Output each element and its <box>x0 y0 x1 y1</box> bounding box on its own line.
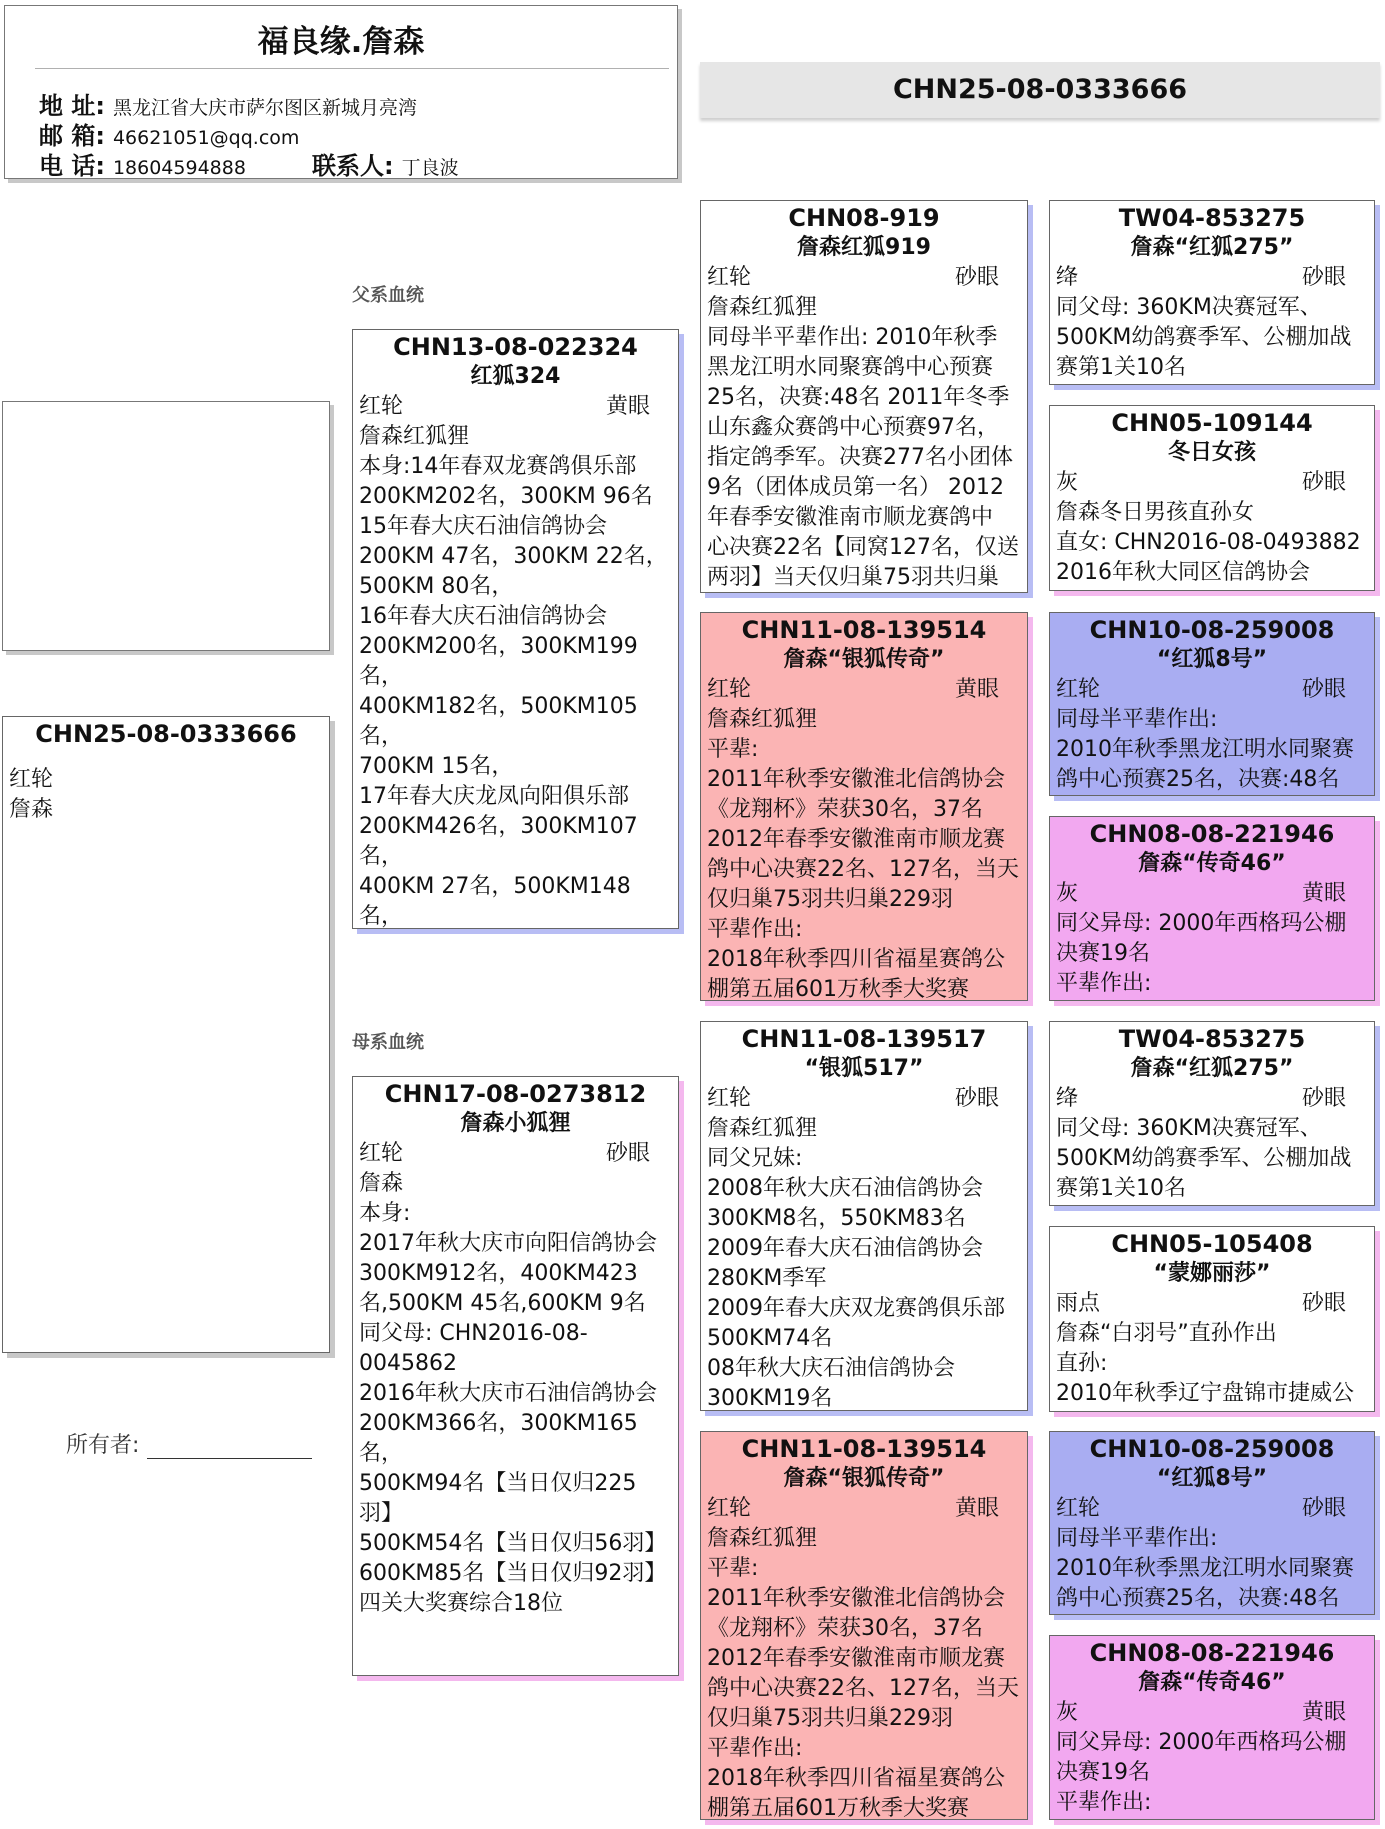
note-line: 同父异母: 2000年西格玛公棚 <box>1056 1730 1347 1755</box>
sire-line-label: 父系血统 <box>352 285 424 306</box>
note-line: 200KM202名，300KM 96名 <box>359 484 653 509</box>
bird-attributes <box>707 675 1021 705</box>
phone-label: 电 话: <box>39 152 105 180</box>
subject-color: 红轮 <box>9 767 54 792</box>
pedigree-card <box>1049 1635 1375 1820</box>
pedigree-card <box>1049 1226 1375 1412</box>
note-line: 詹森冬日男孩直孙女 <box>1056 500 1255 525</box>
bird-attributes <box>359 1139 672 1169</box>
note-line: 四关大奖赛综合18位 <box>359 1591 563 1616</box>
note-line: 2012年春季安徽淮南市顺龙赛 <box>707 1646 1005 1671</box>
bird-name: 詹森“传奇46” <box>1138 1670 1286 1695</box>
note-line: 15年春大庆石油信鸽协会 <box>359 514 607 539</box>
note-line: 心决赛22名【同窝127名，仅送 <box>707 535 1019 560</box>
feather-color: 红轮 <box>707 677 752 702</box>
note-line: 仅归巢75羽共归巢229羽 <box>707 1706 953 1731</box>
bird-attributes <box>1056 675 1368 705</box>
ring-number: CHN13-08-022324 <box>393 333 638 361</box>
pedigree-card <box>1049 1021 1375 1206</box>
bird-notes <box>707 1114 1021 1411</box>
loft-name: 福良缘.詹森 <box>257 24 425 60</box>
pedigree-card <box>700 200 1028 593</box>
note-line: 平辈: <box>707 1556 759 1581</box>
note-line: 詹森红狐狸 <box>707 295 818 320</box>
bird-attributes <box>1056 879 1368 909</box>
note-line: 700KM 15名， <box>359 754 514 779</box>
bird-attributes <box>1056 468 1368 498</box>
subject-strain: 詹森 <box>9 797 54 822</box>
note-line: 280KM季军 <box>707 1266 827 1291</box>
note-line: 2010年秋季辽宁盘锦市捷威公 <box>1056 1381 1354 1406</box>
note-line: 决赛19名 <box>1056 1760 1150 1785</box>
pedigree-card <box>1049 200 1375 385</box>
note-line: 《龙翔杯》荣获30名，37名 <box>707 797 983 822</box>
note-line: 同父母: CHN2016-08- <box>359 1321 588 1346</box>
phone-row <box>39 146 459 181</box>
bird-notes <box>359 422 672 929</box>
eye-type: 砂眼 <box>954 265 999 290</box>
feather-color: 绛 <box>1056 265 1079 290</box>
note-line: 200KM200名，300KM199名， <box>359 634 638 689</box>
bird-attributes <box>707 263 1021 293</box>
header-divider <box>35 68 669 69</box>
ring-number: CHN11-08-139514 <box>741 1435 987 1463</box>
note-line: 9名（团体成员第一名） 2012 <box>707 475 1004 500</box>
subject-ring: CHN25-08-0333666 <box>35 720 297 748</box>
note-line: 2011年秋季安徽淮北信鸽协会 <box>707 767 1005 792</box>
note-line: 平辈作出: <box>1056 971 1152 996</box>
feather-color: 灰 <box>1056 881 1079 906</box>
note-line: 2010年秋季黑龙江明水同聚赛 <box>1056 1556 1354 1581</box>
note-line: 300KM912名，400KM423 <box>359 1261 638 1286</box>
note-line: 平辈作出: <box>707 1736 803 1761</box>
bird-name: “蒙娜丽莎” <box>1153 1261 1271 1286</box>
bird-name: “红狐8号” <box>1156 647 1268 672</box>
note-line: 500KM幼鸽赛季军、公棚加战 <box>1056 1146 1352 1171</box>
note-line: 300KM8名，550KM83名 <box>707 1206 966 1231</box>
note-line: 赛第1关10名 <box>1056 1176 1186 1201</box>
pedigree-card <box>352 1076 679 1676</box>
bird-attributes <box>1056 263 1368 293</box>
bird-name: 詹森“银狐传奇” <box>783 1466 945 1491</box>
note-line: 500KM74名 <box>707 1326 833 1351</box>
feather-color: 雨点 <box>1056 1291 1101 1316</box>
note-line: 山东鑫众赛鸽中心预赛97名， <box>707 415 999 440</box>
ring-number: CHN17-08-0273812 <box>384 1080 647 1108</box>
bird-name: 詹森“红狐275” <box>1130 1056 1294 1081</box>
note-line: 2008年秋大庆石油信鸽协会 <box>707 1176 983 1201</box>
note-line: 同母半平辈作出: 2010年秋季 <box>707 325 998 350</box>
ring-number: CHN10-08-259008 <box>1089 616 1335 644</box>
note-line: 同父兄妹: <box>707 1146 803 1171</box>
dam-line-label: 母系血统 <box>352 1032 424 1053</box>
note-line: 两羽】当天仅归巢75羽共归巢 <box>707 565 999 590</box>
note-line: 同母半平辈作出: <box>1056 1526 1218 1551</box>
ring-number: CHN11-08-139517 <box>741 1025 987 1053</box>
note-line: 棚第五届601万秋季大奖赛 <box>707 1796 969 1820</box>
note-line: 黑龙江明水同聚赛鸽中心预赛 <box>707 355 994 380</box>
feather-color: 红轮 <box>359 1141 404 1166</box>
eye-type: 黄眼 <box>1301 881 1346 906</box>
address-value: 黑龙江省大庆市萨尔图区新城月亮湾 <box>112 97 417 119</box>
note-line: 16年春大庆石油信鸽协会 <box>359 604 607 629</box>
ring-number: CHN05-109144 <box>1111 409 1313 437</box>
bird-attributes <box>707 1084 1021 1114</box>
owner-label: 所有者: <box>66 1433 140 1458</box>
ring-number: TW04-853275 <box>1118 1025 1306 1053</box>
bird-attributes <box>359 392 672 422</box>
pedigree-card <box>700 612 1028 1001</box>
bird-name: 詹森“传奇46” <box>1138 851 1286 876</box>
note-line: 同父母: 360KM决赛冠军、 <box>1056 1116 1322 1141</box>
eye-type: 砂眼 <box>1301 1496 1346 1521</box>
photo-placeholder <box>2 401 330 651</box>
note-line: 2016年秋大庆市石油信鸽协会 <box>359 1381 657 1406</box>
subject-card <box>2 716 330 1353</box>
pedigree-card <box>1049 816 1375 1001</box>
feather-color: 红轮 <box>1056 1496 1101 1521</box>
bird-notes <box>707 293 1021 593</box>
note-line: 2011年秋季安徽淮北信鸽协会 <box>707 1586 1005 1611</box>
note-line: 400KM182名，500KM105名， <box>359 694 638 749</box>
note-line: 鸽中心预赛25名，决赛:48名 <box>1056 767 1340 792</box>
note-line: 直女: CHN2016-08-0493882 <box>1056 530 1361 555</box>
eye-type: 砂眼 <box>1301 1086 1346 1111</box>
bird-name: “银狐517” <box>804 1056 924 1081</box>
note-line: 500KM94名【当日仅归225 <box>359 1471 637 1496</box>
note-line: 同母半平辈作出: <box>1056 707 1218 732</box>
feather-color: 红轮 <box>1056 677 1101 702</box>
note-line: 2009年春大庆石油信鸽协会 <box>707 1236 983 1261</box>
pedigree-card <box>700 1021 1028 1411</box>
note-line: 500KM 80名， <box>359 574 514 599</box>
note-line: 2017年秋大庆市向阳信鸽协会 <box>359 1231 657 1256</box>
bird-notes <box>1056 909 1368 999</box>
pedigree-card <box>1049 612 1375 796</box>
pedigree-card <box>1049 405 1375 591</box>
pedigree-card <box>700 1431 1028 1820</box>
note-line: 羽】 <box>359 1501 404 1526</box>
owner-blank <box>147 1438 312 1459</box>
bird-name: 詹森红狐919 <box>797 235 931 260</box>
eye-type: 黄眼 <box>954 1496 999 1521</box>
ring-number: CHN11-08-139514 <box>741 616 987 644</box>
note-line: 棚第五届601万秋季大奖赛 <box>707 977 969 1001</box>
owner-line <box>66 1428 312 1459</box>
eye-type: 砂眼 <box>1301 1291 1346 1316</box>
bird-notes <box>1056 1114 1368 1204</box>
note-line: 2010年秋季黑龙江明水同聚赛 <box>1056 737 1354 762</box>
bird-attributes <box>1056 1084 1368 1114</box>
eye-type: 砂眼 <box>954 1086 999 1111</box>
bird-attributes <box>707 1494 1021 1524</box>
ring-banner: CHN25-08-0333666 <box>700 62 1380 118</box>
note-line: 年春季安徽淮南市顺龙赛鸽中 <box>707 505 994 530</box>
note-line: 200KM366名，300KM165名， <box>359 1411 638 1466</box>
contact-value: 丁良波 <box>401 157 459 179</box>
note-line: 赛第1关10名 <box>1056 355 1186 380</box>
eye-type: 黄眼 <box>1301 1700 1346 1725</box>
note-line: 鸽中心预赛25名，决赛:48名 <box>1056 1586 1340 1611</box>
eye-type: 砂眼 <box>1301 677 1346 702</box>
note-line: 鸽中心决赛22名、127名，当天 <box>707 1676 1019 1701</box>
bird-name: 冬日女孩 <box>1167 440 1256 465</box>
ring-number: TW04-853275 <box>1118 204 1306 232</box>
bird-notes <box>707 1524 1021 1820</box>
note-line: 平辈: <box>707 737 759 762</box>
ring-number: CHN08-08-221946 <box>1089 1639 1335 1667</box>
bird-name: 詹森“红狐275” <box>1130 235 1294 260</box>
ring-number: CHN08-919 <box>788 204 940 232</box>
note-line: 指定鸽季军。决赛277名小团体 <box>707 445 1013 470</box>
note-line: 詹森 <box>359 1171 404 1196</box>
note-line: 2018年秋季四川省福星赛鸽公 <box>707 947 1005 972</box>
note-line: 詹森红狐狸 <box>707 707 818 732</box>
note-line: 同父母: 360KM决赛冠军、 <box>1056 295 1322 320</box>
note-line: 600KM85名【当日仅归92羽】 <box>359 1561 667 1586</box>
bird-name: “红狐8号” <box>1156 1466 1268 1491</box>
ring-number: CHN05-105408 <box>1111 1230 1313 1258</box>
note-line: 本身:14年春双龙赛鸽俱乐部 <box>359 454 637 479</box>
note-line: 2009年春大庆双龙赛鸽俱乐部 <box>707 1296 1005 1321</box>
eye-type: 砂眼 <box>1301 265 1346 290</box>
bird-attributes <box>1056 1698 1368 1728</box>
contact-label: 联系人: <box>311 152 394 180</box>
note-line: 300KM19名 <box>707 1386 833 1411</box>
note-line: 200KM426名，300KM107名， <box>359 814 638 869</box>
bird-notes <box>1056 293 1368 383</box>
note-line: 2016年秋大同区信鸽协会 <box>1056 560 1310 585</box>
subject-details <box>9 765 323 825</box>
note-line: 直孙: <box>1056 1351 1108 1376</box>
note-line: 名,500KM 45名,600KM 9名 <box>359 1291 646 1316</box>
note-line: 同父异母: 2000年西格玛公棚 <box>1056 911 1347 936</box>
note-line: 25名，决赛:48名 2011年冬季 <box>707 385 1010 410</box>
feather-color: 红轮 <box>707 265 752 290</box>
bird-notes <box>1056 705 1368 795</box>
bird-notes <box>1056 1728 1368 1818</box>
note-line: 仅归巢75羽共归巢229羽 <box>707 887 953 912</box>
note-line: 平辈作出: <box>1056 1790 1152 1815</box>
feather-color: 红轮 <box>707 1086 752 1111</box>
pedigree-card <box>352 329 679 929</box>
feather-color: 绛 <box>1056 1086 1079 1111</box>
feather-color: 灰 <box>1056 1700 1079 1725</box>
note-line: 400KM 27名，500KM148名， <box>359 874 631 929</box>
bird-attributes <box>1056 1494 1368 1524</box>
feather-color: 灰 <box>1056 470 1079 495</box>
bird-notes <box>1056 498 1368 588</box>
bird-notes <box>1056 1319 1368 1409</box>
email-label: 邮 箱: <box>39 122 105 150</box>
note-line: 本身: <box>359 1201 411 1226</box>
feather-color: 红轮 <box>359 394 404 419</box>
note-line: 《龙翔杯》荣获30名，37名 <box>707 1616 983 1641</box>
note-line: 2018年秋季四川省福星赛鸽公 <box>707 1766 1005 1791</box>
note-line: 200KM 47名，300KM 22名， <box>359 544 668 569</box>
bird-name: 詹森小狐狸 <box>460 1111 571 1136</box>
eye-type: 砂眼 <box>605 1141 650 1166</box>
phone-value: 18604594888 <box>112 157 246 179</box>
bird-notes <box>1056 1524 1368 1614</box>
note-line: 决赛19名 <box>1056 941 1150 966</box>
note-line: 08年秋大庆石油信鸽协会 <box>707 1356 955 1381</box>
note-line: 詹森红狐狸 <box>707 1526 818 1551</box>
note-line: 17年春大庆龙凤向阳俱乐部 <box>359 784 629 809</box>
note-line: 500KM幼鸽赛季军、公棚加战 <box>1056 325 1352 350</box>
note-line: 0045862 <box>359 1351 457 1376</box>
eye-type: 砂眼 <box>1301 470 1346 495</box>
bird-notes <box>707 705 1021 1001</box>
note-line: 平辈作出: <box>707 917 803 942</box>
bird-name: 红狐324 <box>470 364 561 389</box>
eye-type: 黄眼 <box>605 394 650 419</box>
feather-color: 红轮 <box>707 1496 752 1521</box>
eye-type: 黄眼 <box>954 677 999 702</box>
ring-number: CHN08-08-221946 <box>1089 820 1335 848</box>
note-line: 500KM54名【当日仅归56羽】 <box>359 1531 667 1556</box>
note-line: 詹森“白羽号”直孙作出 <box>1056 1321 1277 1346</box>
note-line: 2012年春季安徽淮南市顺龙赛 <box>707 827 1005 852</box>
bird-notes <box>359 1169 672 1619</box>
bird-attributes <box>1056 1289 1368 1319</box>
ring-number: CHN10-08-259008 <box>1089 1435 1335 1463</box>
note-line: 鸽中心决赛22名、127名，当天 <box>707 857 1019 882</box>
note-line: 詹森红狐狸 <box>707 1116 818 1141</box>
email-value: 46621051@qq.com <box>112 127 300 149</box>
note-line: 詹森红狐狸 <box>359 424 470 449</box>
bird-name: 詹森“银狐传奇” <box>783 647 945 672</box>
address-label: 地 址: <box>39 92 105 120</box>
loft-info-card <box>4 5 678 179</box>
pedigree-card <box>1049 1431 1375 1615</box>
